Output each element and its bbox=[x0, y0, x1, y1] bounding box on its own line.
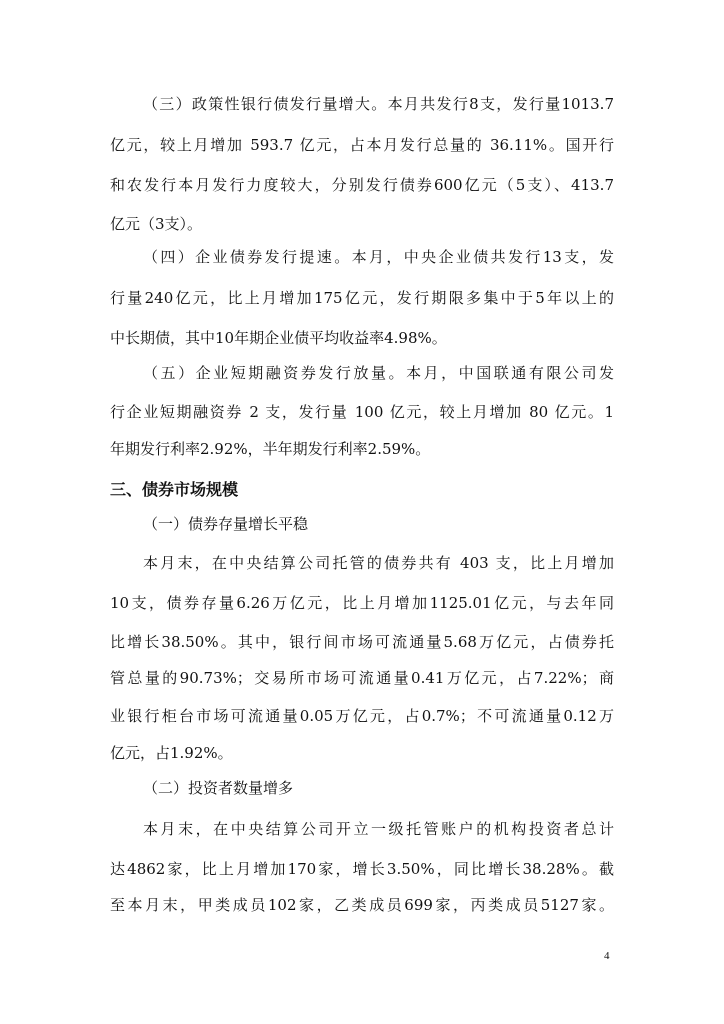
subsection-heading: （一）债券存量增长平稳 bbox=[143, 515, 309, 533]
paragraph-line: 亿元，较上月增加 593.7 亿元，占本月发行总量的 36.11%。国开行 bbox=[110, 136, 614, 154]
paragraph-line: 达4862家，比上月增加170家，增长3.50%，同比增长38.28%。截 bbox=[110, 860, 614, 878]
paragraph-line: 至本月末，甲类成员102家，乙类成员699家，丙类成员5127家。 bbox=[110, 896, 614, 914]
paragraph-line: （三）政策性银行债发行量增大。本月共发行8支，发行量1013.7 bbox=[143, 95, 614, 113]
subsection-heading: （二）投资者数量增多 bbox=[143, 779, 294, 797]
paragraph-line: 比增长38.50%。其中，银行间市场可流通量5.68万亿元，占债券托 bbox=[110, 633, 614, 651]
paragraph-line: 亿元，占1.92%。 bbox=[110, 744, 233, 762]
paragraph-line: 本月末，在中央结算公司开立一级托管账户的机构投资者总计 bbox=[143, 820, 614, 838]
page-number: 4 bbox=[604, 950, 610, 962]
paragraph-line: 行企业短期融资券 2 支，发行量 100 亿元，较上月增加 80 亿元。1 bbox=[110, 403, 614, 421]
paragraph-line: 和农发行本月发行力度较大，分别发行债券600亿元（5支）、413.7 bbox=[110, 176, 614, 194]
paragraph-line: 业银行柜台市场可流通量0.05万亿元，占0.7%；不可流通量0.12万 bbox=[110, 707, 614, 725]
paragraph-line: 行量240亿元，比上月增加175亿元，发行期限多集中于5年以上的 bbox=[110, 289, 614, 307]
paragraph-line: （四）企业债券发行提速。本月，中央企业债共发行13支，发 bbox=[143, 248, 614, 266]
paragraph-line: 管总量的90.73%；交易所市场可流通量0.41万亿元，占7.22%；商 bbox=[110, 669, 614, 687]
paragraph-line: 10支，债券存量6.26万亿元，比上月增加1125.01亿元，与去年同 bbox=[110, 594, 614, 612]
paragraph-line: （五）企业短期融资券发行放量。本月，中国联通有限公司发 bbox=[143, 364, 614, 382]
paragraph-line: 中长期债，其中10年期企业债平均收益率4.98%。 bbox=[110, 329, 447, 347]
paragraph-line: 本月末，在中央结算公司托管的债券共有 403 支，比上月增加 bbox=[143, 554, 614, 572]
section-heading: 三、债券市场规模 bbox=[110, 480, 239, 499]
paragraph-line: 亿元（3支）。 bbox=[110, 215, 203, 233]
paragraph-line: 年期发行利率2.92%，半年期发行利率2.59%。 bbox=[110, 440, 431, 458]
